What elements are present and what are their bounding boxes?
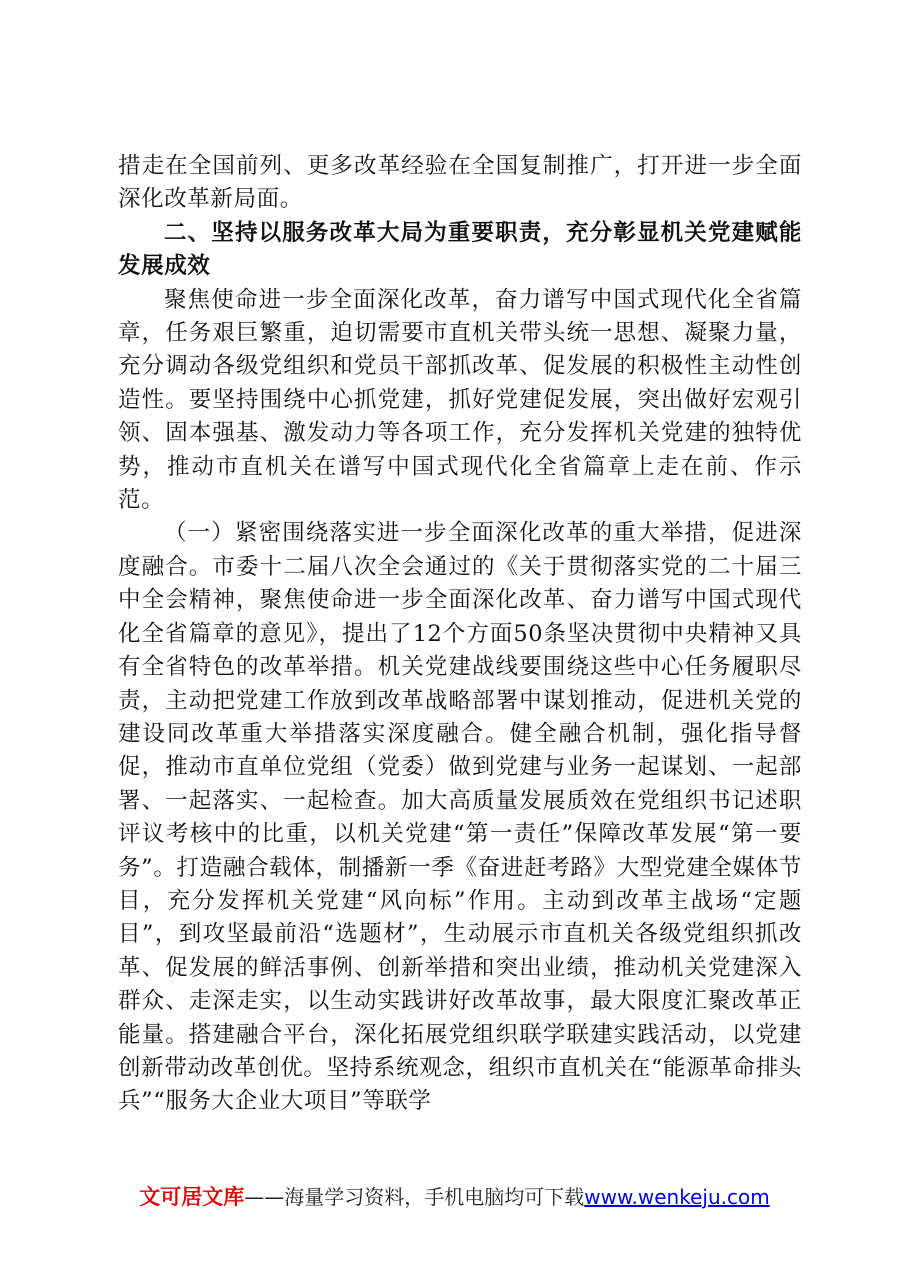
footer-tagline: ——海量学习资料，手机电脑均可下载 bbox=[244, 1185, 585, 1209]
footer-link[interactable]: www.wenkeju.com bbox=[584, 1185, 770, 1209]
paragraph-1: 聚焦使命进一步全面深化改革，奋力谱写中国式现代化全省篇章，任务艰巨繁重，迫切需要市直机关带头统一思想、凝聚力量，充分调动各级党组织和党员干部抓改革、促发展的积极性主动性创造性。要坚持围绕中心抓党建，抓好党建促发展，突出做好宏观引领、固本强基、激发动力等各项工作，充分发挥机关党建的独特优势，推动市直机关在谱写中国式现代化全省篇章上走在前、作示范。 bbox=[118, 286, 802, 514]
section-heading: 二、坚持以服务改革大局为重要职责，充分彰显机关党建赋能发展成效 bbox=[118, 219, 802, 280]
footer-banner bbox=[0, 1181, 909, 1211]
document-body bbox=[118, 150, 802, 1119]
paragraph-2 bbox=[118, 517, 802, 1118]
paragraph-2-lead: （一）紧密围绕落实进一步全面深化改革的重大举措，促进深度融合。 bbox=[118, 520, 802, 580]
footer-brand: 文可居文库 bbox=[139, 1185, 245, 1209]
paragraph-2-body: 市委十二届八次全会通过的《关于贯彻落实党的二十届三中全会精神，聚焦使命进一步全面深化改革、奋力谱写中国式现代化全省篇章的意见》，提出了12个方面50条坚决贯彻中央精神又具有全省特色的改革举措。机关党建战线要围绕这些中心任务履职尽责，主动把党建工作放到改革战略部署中谋划推动，促进机关党的建设同改革重大举措落实深度融合。健全融合机制，强化指导督促，推动市直单位党组（党委）做到党建与业务一起谋划、一起部署、一起落实、一起检查。加大高质量发展质效在党组织书记述职评议考核中的比重，以机关党建“第一责任”保障改革发展“第一要务”。打造融合载体，制播新一季《奋进赶考路》大型党建全媒体节目，充分发挥机关党建“风向标”作用。主动到改革主战场“定题目”，到攻坚最前沿“选题材”，生动展示市直机关各级党组织抓改革、促发展的鲜活事例、创新举措和突出业绩，推动机关党建深入群众、走深走实，以生动实践讲好改革故事，最大限度汇聚改革正能量。搭建融合平台，深化拓展党组织联学联建实践活动，以党建创新带动改革创优。坚持系统观念，组织市直机关在“能源革命排头兵”“服务大企业大项目”等联学 bbox=[118, 553, 802, 1115]
paragraph-continuation: 措走在全国前列、更多改革经验在全国复制推广，打开进一步全面深化改革新局面。 bbox=[118, 153, 802, 213]
